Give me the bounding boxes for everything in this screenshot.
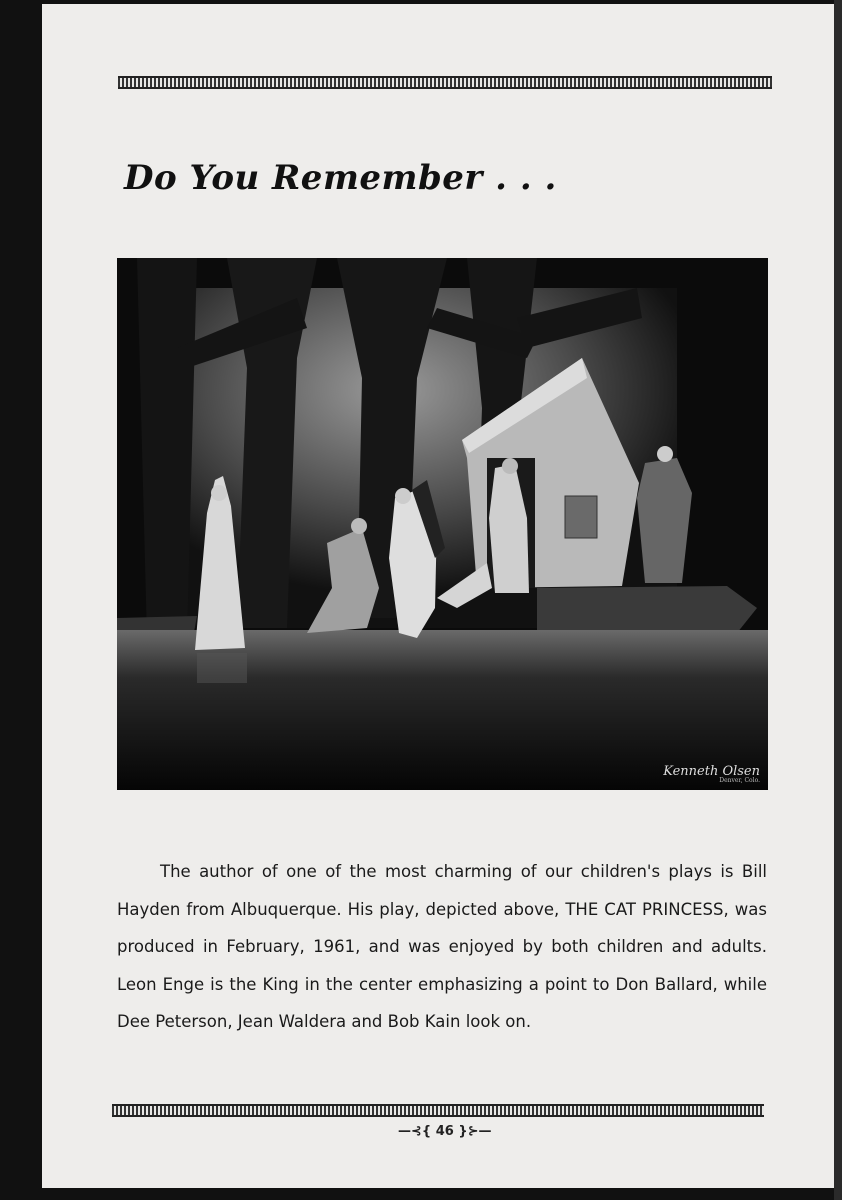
page-edge-shadow <box>834 0 842 1200</box>
top-decorative-rule <box>118 76 772 89</box>
page-title: Do You Remember . . . <box>124 158 557 198</box>
signature-text: Kenneth Olsen <box>663 764 760 779</box>
stage-scene-illustration <box>117 258 768 790</box>
page-number-folio <box>398 1124 491 1139</box>
folio-ornament-left: —⊰{ <box>398 1124 432 1139</box>
signature-location: Denver, Colo. <box>719 777 760 784</box>
stage-photograph <box>117 258 768 790</box>
page-number: 46 <box>435 1124 454 1139</box>
folio-ornament-right: }⊱— <box>458 1124 492 1139</box>
body-paragraph: The author of one of the most charming of our children's plays is Bill Hayden from Albuquerque. His play, depicted above, THE CAT PRINCESS, was produced in February, 1961, and was enjoyed by both children and adults. Leon Enge is the King in the center emphasizing a point to Don Ballard, while Dee Peterson, Jean Waldera and Bob Kain look on. <box>117 862 767 1032</box>
bottom-decorative-rule <box>112 1104 764 1117</box>
photographer-signature <box>663 765 760 784</box>
